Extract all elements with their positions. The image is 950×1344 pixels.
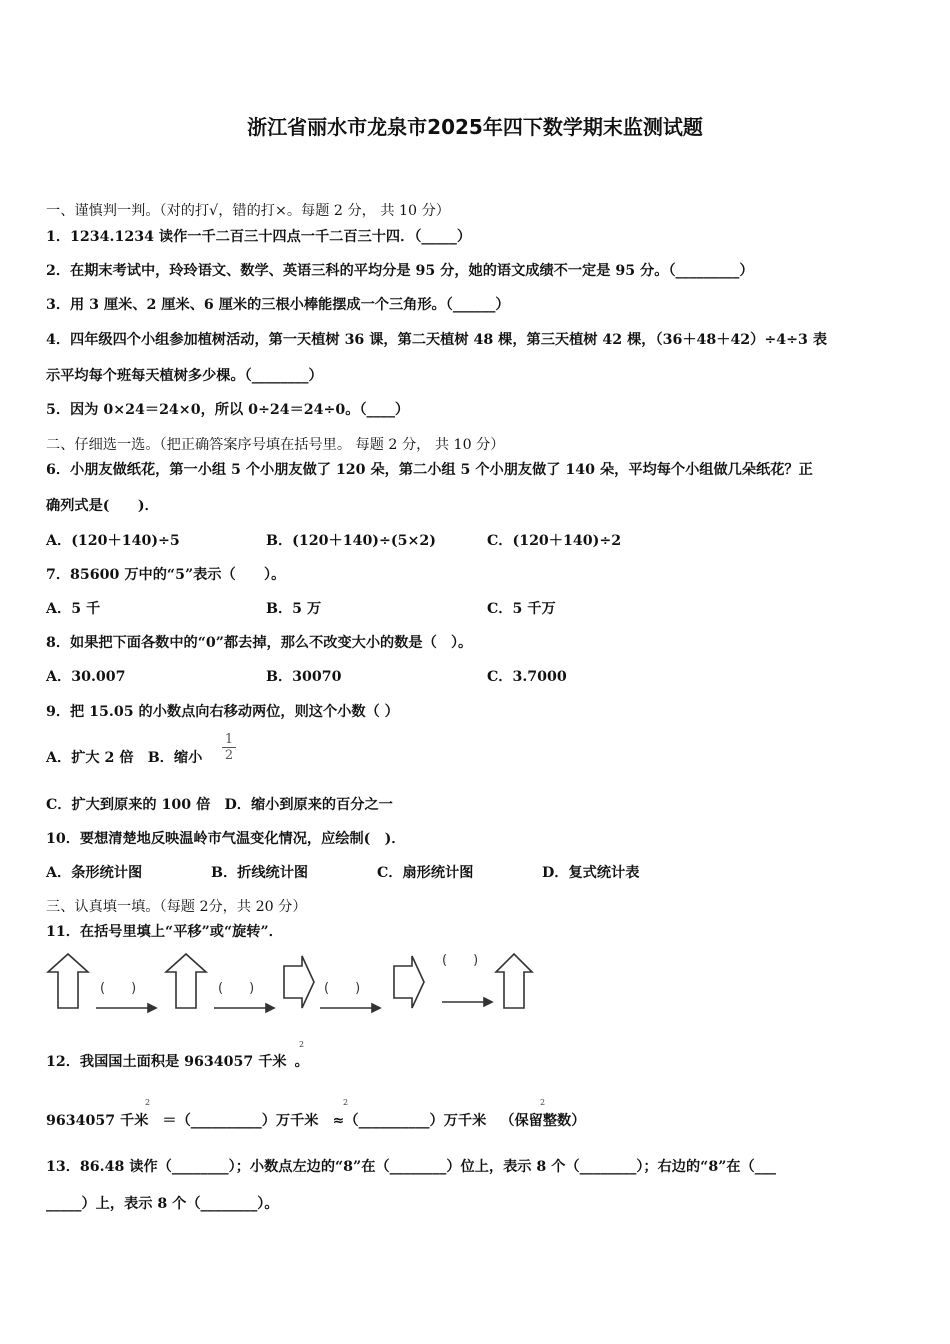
right-arrow-shape-icon (394, 956, 424, 1008)
question-11: 11．在括号里填上“平移”或“旋转”． (46, 924, 283, 940)
question-2: 2．在期末考试中，玲玲语文、数学、英语三科的平均分是 95 分，她的语文成绩不一定是 95 分。（_________） (46, 263, 754, 279)
conversion-part-3[interactable]: ≈（__________）万千米 (332, 1113, 487, 1129)
question-8: 8．如果把下面各数中的“0”都去掉，那么不改变大小的数是（ ）。 (46, 635, 473, 651)
question-6-line-2: 确列式是( )． (46, 498, 159, 514)
question-10: 10．要想清楚地反映温岭市气温变化情况，应绘制( )． (46, 831, 406, 847)
question-10-option-c[interactable]: C．扇形统计图 (377, 865, 474, 881)
fraction-numerator: 1 (224, 732, 234, 747)
conversion-part-1: 9634057 千米 (46, 1113, 149, 1129)
question-8-option-b[interactable]: B．30070 (266, 669, 342, 685)
section-3-heading: 三、认真填一填。（每题 2分，共 20 分） (46, 899, 307, 915)
conversion-part-4: （保留整数） (500, 1113, 586, 1129)
question-7-option-a[interactable]: A．5 千 (46, 601, 101, 617)
question-6-option-b[interactable]: B．(120＋140)÷(5×2) (266, 533, 436, 549)
question-7-option-b[interactable]: B．5 万 (266, 601, 322, 617)
question-12-end: 。 (294, 1054, 309, 1070)
up-arrow-shape-icon (496, 954, 532, 1008)
question-10-option-d[interactable]: D．复式统计表 (542, 865, 640, 881)
squared-superscript: 2 (343, 1098, 349, 1107)
arrow-transform-figure (44, 948, 544, 1018)
question-10-option-a[interactable]: A．条形统计图 (46, 865, 143, 881)
question-12-conversion (46, 1112, 585, 1130)
question-3: 3．用 3 厘米、2 厘米、6 厘米的三根小棒能摆成一个三角形。（______） (46, 297, 510, 313)
question-6-option-c[interactable]: C．(120＋140)÷2 (487, 533, 622, 549)
question-9: 9．把 15.05 的小数点向右移动两位，则这个小数（ ） (46, 704, 399, 720)
transform-blank-4[interactable]: ( ) (442, 953, 479, 968)
question-7: 7．85600 万中的“5”表示（ ）。 (46, 567, 286, 583)
question-13-line-2: _____）上，表示 8 个（________）。 (46, 1196, 279, 1212)
page-title: 浙江省丽水市龙泉市2025年四下数学期末监测试题 (247, 115, 703, 139)
question-9-options-a-b[interactable]: A．扩大 2 倍 B．缩小 (46, 750, 203, 766)
squared-superscript: 2 (299, 1040, 305, 1049)
section-1-heading: 一、谨慎判一判。（对的打√，错的打×。每题 2 分， 共 10 分） (46, 203, 450, 219)
transform-blank-1[interactable]: ( ) (100, 981, 137, 996)
right-arrow-shape-icon (284, 956, 314, 1008)
question-4-line-1: 4．四年级四个小组参加植树活动，第一天植树 36 课，第二天植树 48 棵，第三天植树 42 棵，（36＋48＋42）÷4÷3 表 (46, 332, 828, 348)
question-8-option-a[interactable]: A．30.007 (46, 669, 126, 685)
up-arrow-shape-icon (48, 954, 88, 1008)
question-1: 1．1234.1234 读作一千二百三十四点一千二百三十四．（_____） (46, 229, 472, 245)
conversion-part-2[interactable]: ＝（__________）万千米 (162, 1113, 319, 1129)
fraction-denominator: 2 (224, 748, 234, 763)
transform-blank-3[interactable]: ( ) (324, 981, 361, 996)
question-12-text: 12．我国国土面积是 9634057 千米 (46, 1054, 287, 1070)
up-arrow-shape-icon (166, 954, 206, 1008)
one-half-fraction (222, 733, 236, 762)
question-10-option-b[interactable]: B．折线统计图 (211, 865, 309, 881)
question-5: 5．因为 0×24＝24×0，所以 0÷24＝24÷0。（____） (46, 402, 410, 418)
squared-superscript: 2 (145, 1098, 151, 1107)
transform-blank-2[interactable]: ( ) (218, 981, 255, 996)
squared-superscript: 2 (540, 1098, 546, 1107)
question-13-line-1: 13．86.48 读作（________）；小数点左边的“8”在（________）位上，表示 8 个（________）；右边的“8”在（___ (46, 1159, 777, 1175)
question-6-line-1: 6．小朋友做纸花，第一小组 5 个小朋友做了 120 朵，第二小组 5 个小朋友做了 140 朵，平均每个小组做几朵纸花？正 (46, 462, 813, 478)
question-12 (46, 1053, 309, 1071)
question-6-option-a[interactable]: A．(120＋140)÷5 (46, 533, 180, 549)
section-2-heading: 二、仔细选一选。（把正确答案序号填在括号里。 每题 2 分， 共 10 分） (46, 437, 505, 453)
question-9-options-c-d[interactable]: C．扩大到原来的 100 倍 D．缩小到原来的百分之一 (46, 797, 393, 813)
question-4-line-2: 示平均每个班每天植树多少棵。（________） (46, 368, 323, 384)
question-7-option-c[interactable]: C．5 千万 (487, 601, 556, 617)
question-8-option-c[interactable]: C．3.7000 (487, 669, 567, 685)
